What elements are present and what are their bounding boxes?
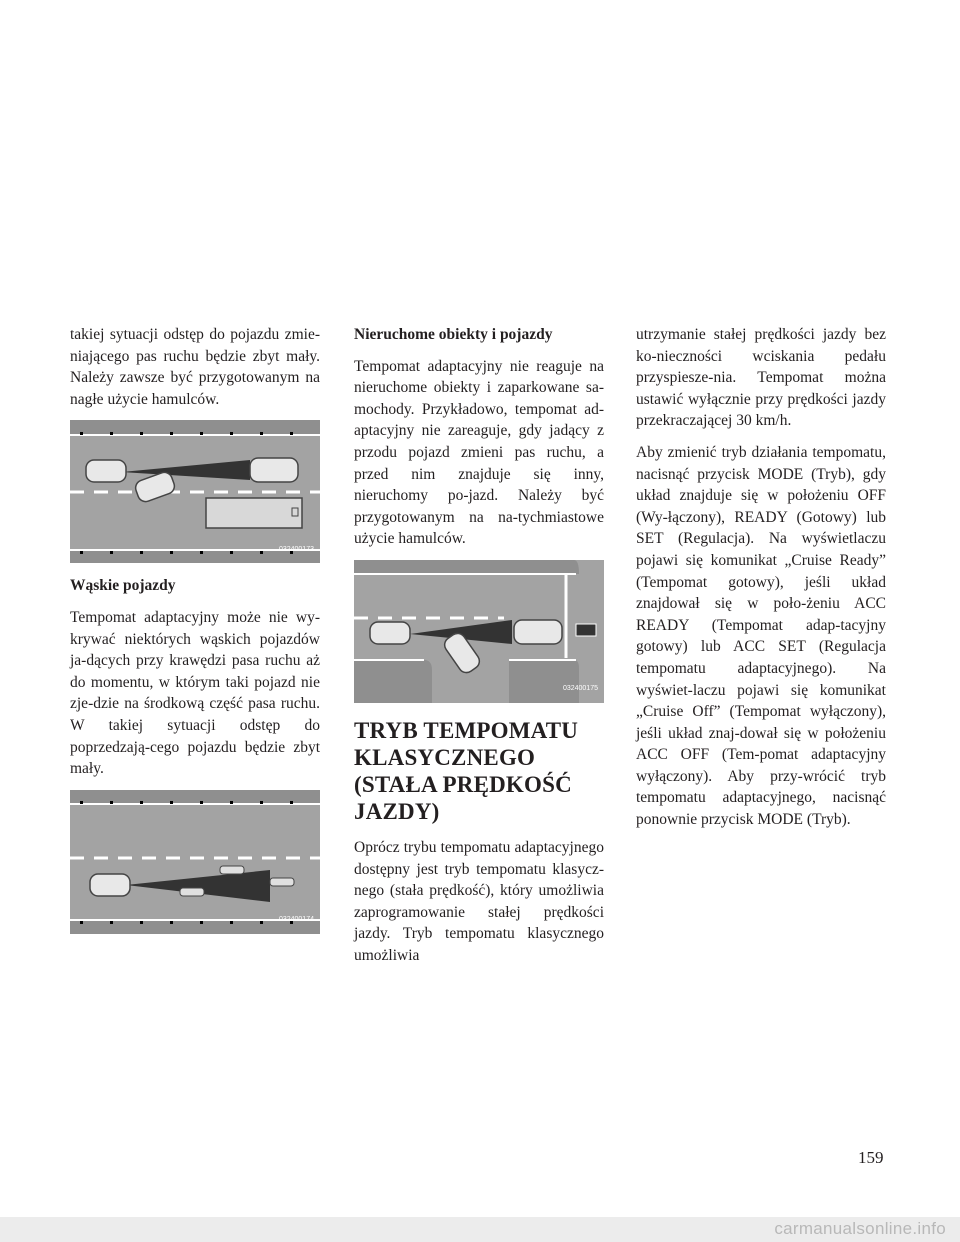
figure-lane-change [70,420,320,563]
column-left [70,324,320,946]
watermark-text: carmanualsonline.info [774,1219,946,1238]
paragraph: Aby zmienić tryb działania tempomatu, nacisnąć przycisk MODE (Tryb), gdy układ znajduje się w położeniu OFF (Wy-łączony), READY (Gotowy) lub SET (Regulacja). Na wyświetlaczu pojawi się komunikat „Cruise Ready” (Tempomat gotowy), jeśli układ znajdował się w poło-żeniu ACC READY (Tempomat adap-tacyjny gotowy) lub ACC SET (Regulacja tempomatu adaptacyjnego). Na wyświet-laczu pojawi się komunikat „Cruise Off” (Tempomat wyłączony), jeśli układ znaj-dował się w położeniu ACC OFF (Tem-pomat adaptacyjny wyłączony). Aby przy-wrócić tryb tempomatu adaptacyjnego, nacisnąć ponownie przycisk MODE (Tryb). [636,443,886,829]
subheading: Nieruchome obiekty i pojazdy [354,326,553,343]
paragraph: takiej sytuacji odstęp do pojazdu zmie-niającego pas ruchu będzie zbyt mały. Należy zawsze być przygotowanym na nagłe użycie hamulców. [70,326,320,408]
column-middle [354,324,604,977]
paragraph: Oprócz trybu tempomatu adaptacyjnego dostępny jest tryb tempomatu klasycz-nego (stała prędkość), który umożliwia zaprogramowanie stałej prędkości jazdy. Tryb tempomatu klasycznego umożliwia [354,838,604,964]
subheading: Wąskie pojazdy [70,577,176,595]
figure-code: 032400174 [278,916,314,924]
page-number: 159 [858,1148,884,1167]
paragraph: Tempomat adaptacyjny może nie wy-krywać niektórych wąskich pojazdów ja-dących przy krawędzi pasa ruchu aż do momentu, w którym taki pojazd nie zje-dzie na środkową część pasa ruchu. W takiej sytuacji odstęp do poprzedzają-cego pojazdu będzie zbyt mały. [70,608,320,778]
watermark-bar [0,1217,960,1242]
figure-narrow-vehicles [70,790,320,934]
figure-code: 032400175 [562,685,598,693]
figure-stationary-objects [354,560,604,703]
paragraph: Tempomat adaptacyjny nie reaguje na nieruchome obiekty i zaparkowane sa-mochody. Przykładowo, tempomat ad-aptacyjny nie zareaguje, gdy jadący z przodu pojazd zmieni pas ruchu, a przed nim znajduje się inny, nieruchomy po-jazd. Należy być przygotowanym na na-tychmiastowe użycie hamulców. [354,357,604,548]
paragraph: utrzymanie stałej prędkości jazdy bez ko-nieczności wciskania pedału przyspiesze-nia. Tempomat można ustawić wyłącznie przy prędkości jazdy przekraczającej 30 km/h. [636,326,886,430]
column-right [636,324,886,841]
section-heading: TRYB TEMPOMATU KLASYCZNEGO (STAŁA PRĘDKOŚĆ JAZDY) [354,717,579,824]
figure-code: 032400173 [278,545,314,553]
